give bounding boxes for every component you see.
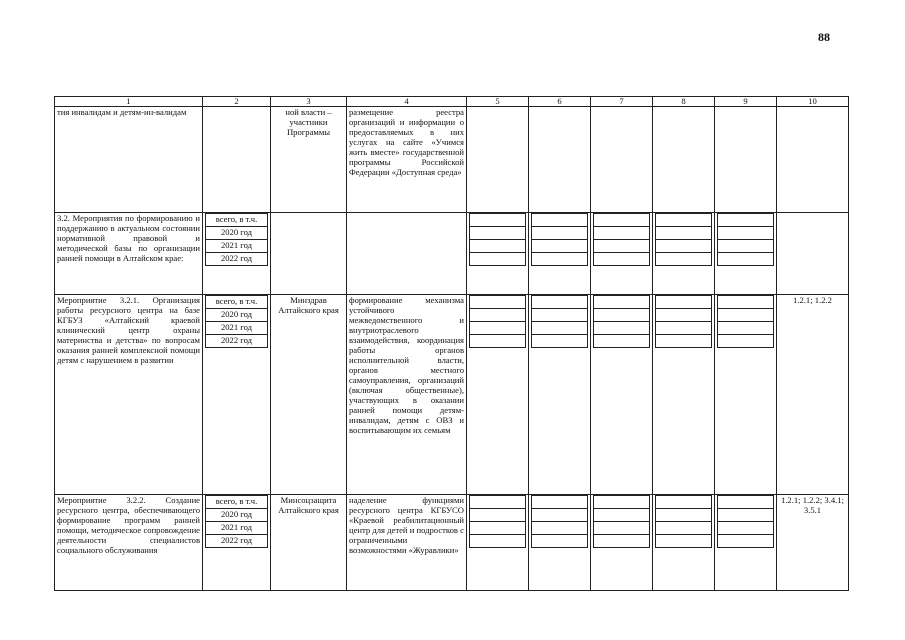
page-number: 88 <box>818 30 830 44</box>
years-cell <box>203 495 271 591</box>
year-label: 2020 год <box>206 509 268 522</box>
header-cell: 4 <box>347 97 467 107</box>
header-cell: 5 <box>467 97 529 107</box>
year-label: 2020 год <box>206 227 268 240</box>
amount-cell <box>591 107 653 213</box>
table-row <box>55 495 849 591</box>
year-label: всего, в т.ч. <box>206 496 268 509</box>
year-label: 2020 год <box>206 309 268 322</box>
year-label: всего, в т.ч. <box>206 296 268 309</box>
header-cell: 7 <box>591 97 653 107</box>
amount-cell <box>715 495 777 591</box>
amount-cell <box>467 213 529 295</box>
amount-cell <box>653 495 715 591</box>
header-row <box>55 97 849 107</box>
indicator-cell <box>777 213 849 295</box>
amount-cell <box>467 295 529 495</box>
amount-cell <box>715 295 777 495</box>
amount-cell <box>529 295 591 495</box>
measure-cell: Мероприятие 3.2.1. Организация работы ресурсного центра на базе КГБУЗ «Алтайский краевой клинический центр охраны материнства и детства» по вопросам оказания ранней комплексной помощи детям с нарушением в развитии <box>55 295 203 495</box>
measure-cell: 3.2. Мероприятия по формированию и поддержанию в актуальном состоянии нормативной правовой и методической базы по организации ранней помощи в Алтайском крае: <box>55 213 203 295</box>
result-cell: формирование механизма устойчивого межведомственного и внутриотраслевого взаимодействия, координация работы органов исполнительной власти, органов местного самоуправления, организаций (включая общественные), участвующих в оказании ранней помощи детям-инвалидам, детям с ОВЗ и воспитывающим их семьям <box>347 295 467 495</box>
year-label: всего, в т.ч. <box>206 214 268 227</box>
executor-cell: Минсоцзащита Алтайского края <box>271 495 347 591</box>
amount-cell <box>591 295 653 495</box>
measure-cell: Мероприятие 3.2.2. Создание ресурсного центра, обеспечивающего формирование программ ранней помощи, методическое сопровождение деятельности специалистов социального обслуживания <box>55 495 203 591</box>
amount-cell <box>653 107 715 213</box>
amount-cell <box>467 107 529 213</box>
amount-cell <box>653 295 715 495</box>
table-row <box>55 295 849 495</box>
executor-cell: ной власти – участники Программы <box>271 107 347 213</box>
result-cell <box>347 213 467 295</box>
year-label: 2021 год <box>206 240 268 253</box>
header-cell: 9 <box>715 97 777 107</box>
amount-cell <box>591 495 653 591</box>
year-label: 2022 год <box>206 335 268 348</box>
header-cell: 8 <box>653 97 715 107</box>
years-cell <box>203 295 271 495</box>
indicator-cell: 1.2.1; 1.2.2 <box>777 295 849 495</box>
header-cell: 2 <box>203 97 271 107</box>
program-table <box>54 96 849 591</box>
header-cell: 10 <box>777 97 849 107</box>
years-cell <box>203 107 271 213</box>
executor-cell <box>271 213 347 295</box>
header-cell: 3 <box>271 97 347 107</box>
table-row <box>55 213 849 295</box>
year-label: 2021 год <box>206 322 268 335</box>
indicator-cell: 1.2.1; 1.2.2; 3.4.1; 3.5.1 <box>777 495 849 591</box>
year-label: 2022 год <box>206 253 268 266</box>
amount-cell <box>653 213 715 295</box>
amount-cell <box>715 213 777 295</box>
amount-cell <box>591 213 653 295</box>
amount-cell <box>529 495 591 591</box>
executor-cell: Минздрав Алтайского края <box>271 295 347 495</box>
years-cell <box>203 213 271 295</box>
header-cell: 1 <box>55 97 203 107</box>
amount-cell <box>529 213 591 295</box>
header-cell: 6 <box>529 97 591 107</box>
result-cell: наделение функциями ресурсного центра КГБУСО «Краевой реабилитационный центр для детей и подростков с ограниченными возможностями «Журавлики» <box>347 495 467 591</box>
amount-cell <box>529 107 591 213</box>
amount-cell <box>715 107 777 213</box>
indicator-cell <box>777 107 849 213</box>
result-cell: размещение реестра организаций и информации о предоставляемых в них услугах на сайте «Учимся жить вместе» государственной программы Российской Федерации «Доступная среда» <box>347 107 467 213</box>
year-label: 2021 год <box>206 522 268 535</box>
table-row <box>55 107 849 213</box>
measure-cell: тия инвалидам и детям-ин-валидам <box>55 107 203 213</box>
year-label: 2022 год <box>206 535 268 548</box>
amount-cell <box>467 495 529 591</box>
